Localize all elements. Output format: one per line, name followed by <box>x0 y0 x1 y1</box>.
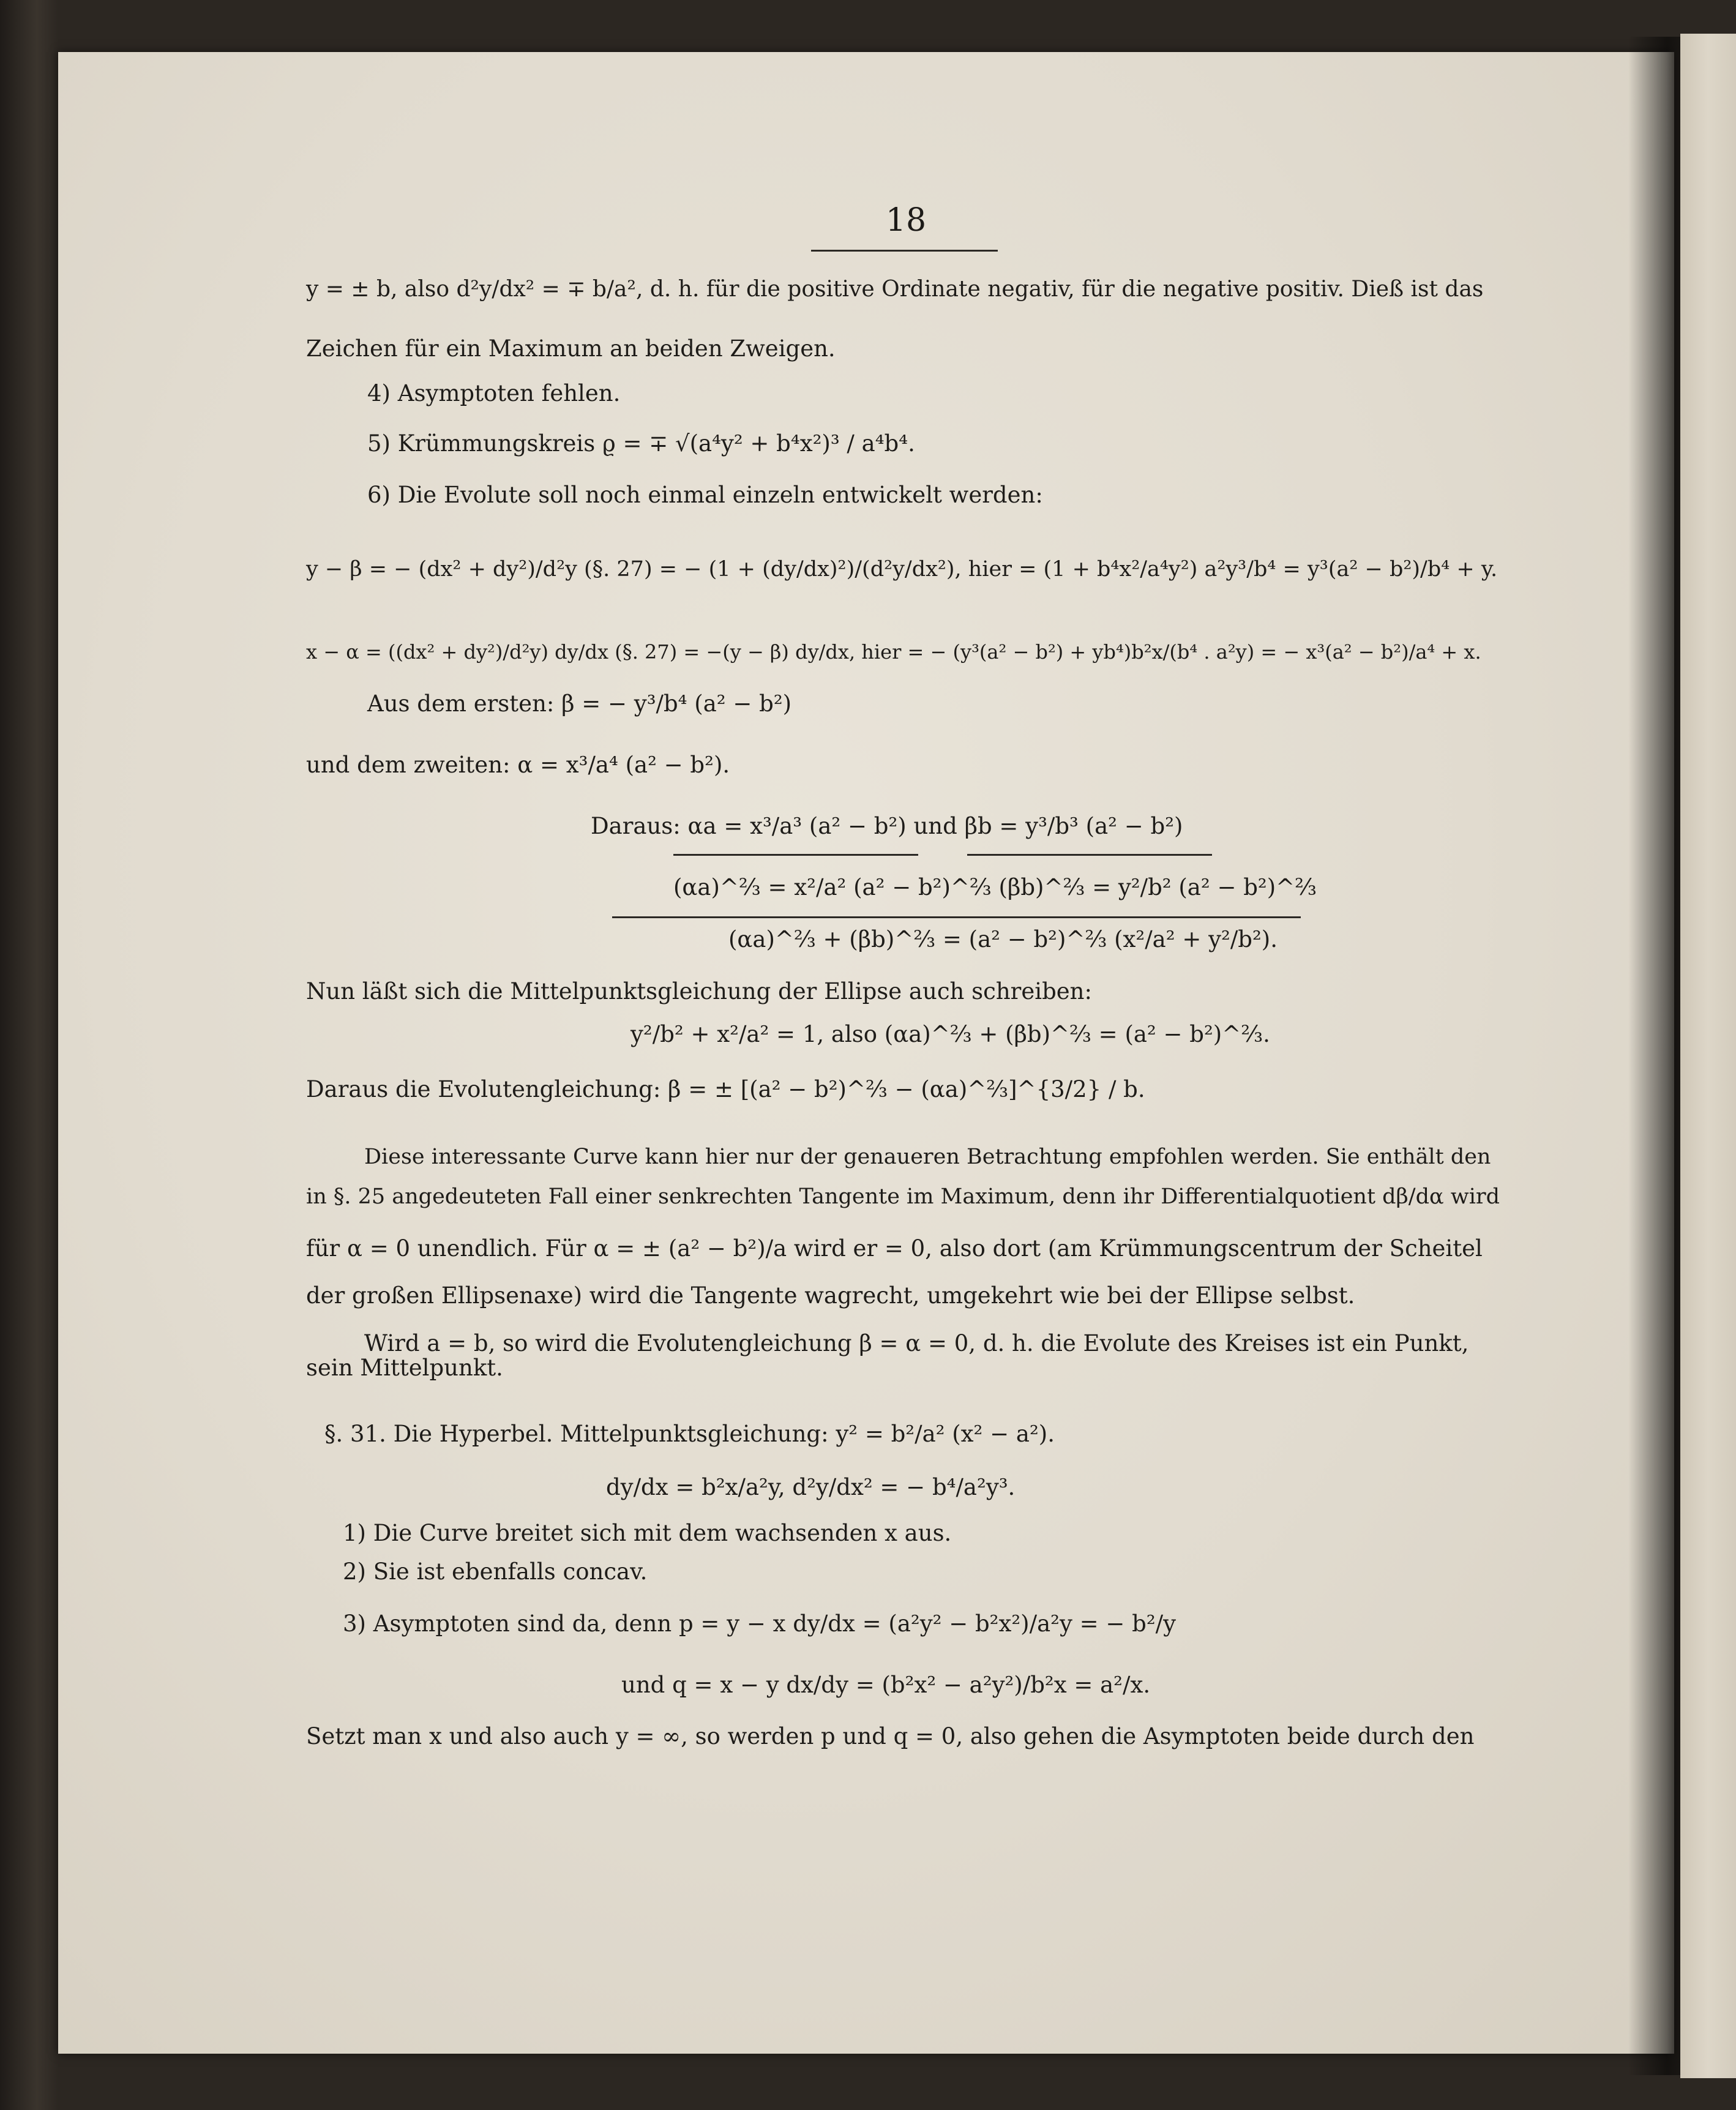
equation-rule-left <box>673 854 918 856</box>
next-page-edge <box>1680 34 1736 2078</box>
equation-ellipse: y²/b² + x²/a² = 1, also (αa)^⅔ + (βb)^⅔ = (a² − b²)^⅔. <box>630 1021 1270 1047</box>
text-line-1: y = ± b, also d²y/dx² = ∓ b/a², d. h. für die positive Ordinate negativ, für die negative positiv. Dieß ist das <box>306 277 1484 302</box>
equation-sum-rule <box>612 916 1301 918</box>
text-line-2: Zeichen für ein Maximum an beiden Zweigen. <box>306 335 836 362</box>
list-item-5: 5) Krümmungskreis ϱ = ∓ √(a⁴y² + b⁴x²)³ / a⁴b⁴. <box>367 430 915 457</box>
equation-daraus: Daraus: αa = x³/a³ (a² − b²) und βb = y³/b³ (a² − b²) <box>591 813 1183 839</box>
list-item-3: 3) Asymptoten sind da, denn p = y − x dy/dx = (a²y² − b²x²)/a²y = − b²/y <box>343 1611 1177 1637</box>
equation-x-alpha: x − α = ((dx² + dy²)/d²y) dy/dx (§. 27) = −(y − β) dy/dx, hier = − (y³(a² − b²) + yb⁴)b²x/(b⁴ . a²y) = − x³(a² − b²)/a⁴ + x. <box>306 640 1481 664</box>
gutter-shadow <box>1628 37 1683 2075</box>
list-item-1: 1) Die Curve breitet sich mit dem wachsenden x aus. <box>343 1520 952 1546</box>
list-item-6: 6) Die Evolute soll noch einmal einzeln entwickelt werden: <box>367 482 1043 508</box>
equation-powers: (αa)^⅔ = x²/a² (a² − b²)^⅔ (βb)^⅔ = y²/b² (a² − b²)^⅔ <box>673 874 1317 900</box>
equation-alpha: und dem zweiten: α = x³/a⁴ (a² − b²). <box>306 752 730 778</box>
text-line-mittelpunkt-end: sein Mittelpunkt. <box>306 1355 503 1381</box>
text-line-diese: Diese interessante Curve kann hier nur der genaueren Betrachtung empfohlen werden. Sie enthält den <box>364 1145 1491 1169</box>
text-line-wird: Wird a = b, so wird die Evolutengleichung β = α = 0, d. h. die Evolute des Kreises ist ein Punkt, <box>364 1330 1469 1356</box>
text-line-fall: in §. 25 angedeuteten Fall einer senkrechten Tangente im Maximum, denn ihr Differentialquotient dβ/dα wird <box>306 1184 1500 1209</box>
text-line-setzt: Setzt man x und also auch y = ∞, so werden p und q = 0, also gehen die Asymptoten beide durch den <box>306 1723 1475 1749</box>
equation-sum: (αa)^⅔ + (βb)^⅔ = (a² − b²)^⅔ (x²/a² + y²/b²). <box>728 926 1278 952</box>
equation-q: und q = x − y dx/dy = (b²x² − a²y²)/b²x = a²/x. <box>621 1672 1151 1698</box>
equation-rule-right <box>967 854 1212 856</box>
list-item-4: 4) Asymptoten fehlen. <box>367 380 621 406</box>
page-number: 18 <box>885 202 927 239</box>
section-31-heading: §. 31. Die Hyperbel. Mittelpunktsgleichung: y² = b²/a² (x² − a²). <box>324 1421 1055 1447</box>
text-line-unendlich: für α = 0 unendlich. Für α = ± (a² − b²)/a wird er = 0, also dort (am Krümmungscentrum der Scheitel <box>306 1235 1483 1262</box>
text-line-ellipsenaxe: der großen Ellipsenaxe) wird die Tangente wagrecht, umgekehrt wie bei der Ellipse selbst. <box>306 1282 1355 1309</box>
equation-y-beta: y − β = − (dx² + dy²)/d²y (§. 27) = − (1 + (dy/dx)²)/(d²y/dx²), hier = (1 + b⁴x²/a⁴y²) a²y³/b⁴ = y³(a² − b²)/b⁴ + y. <box>306 557 1498 582</box>
list-item-2: 2) Sie ist ebenfalls concav. <box>343 1558 648 1585</box>
text-line-mittelpunkt: Nun läßt sich die Mittelpunktsgleichung der Ellipse auch schreiben: <box>306 978 1092 1004</box>
equation-beta: Aus dem ersten: β = − y³/b⁴ (a² − b²) <box>367 690 792 717</box>
equation-evolute: Daraus die Evolutengleichung: β = ± [(a² − b²)^⅔ − (αa)^⅔]^{3/2} / b. <box>306 1076 1145 1102</box>
header-rule <box>811 250 998 252</box>
equation-derivatives: dy/dx = b²x/a²y, d²y/dx² = − b⁴/a²y³. <box>606 1474 1016 1500</box>
